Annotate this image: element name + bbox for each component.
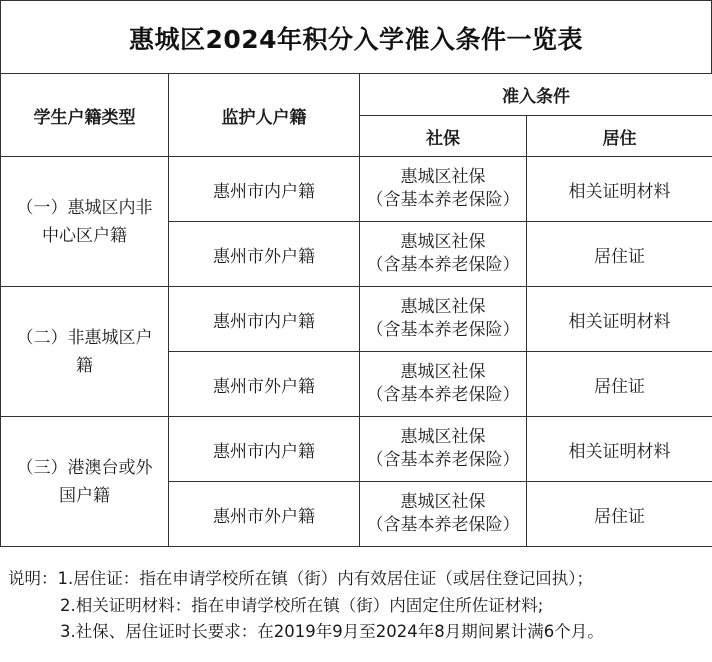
guardian-cell: 惠州市外户籍 [169, 352, 360, 417]
notes [8, 566, 708, 646]
header-conditions: 准入条件 [360, 74, 712, 116]
conditions-table [0, 73, 712, 547]
note-item: 1.居住证：指在申请学校所在镇（街）内有效居住证（或居住登记回执）； [57, 569, 593, 588]
social-cell [360, 482, 527, 547]
social-line1: 惠城区社保 [400, 427, 486, 447]
social-line1: 惠城区社保 [400, 362, 486, 382]
guardian-cell: 惠州市外户籍 [169, 222, 360, 287]
note-line [8, 593, 708, 620]
residence-cell: 居住证 [527, 222, 712, 287]
residence-cell: 居住证 [527, 482, 712, 547]
note-line [8, 566, 708, 593]
header-guardian: 监护人户籍 [169, 74, 360, 157]
student-type-cell: （二）非惠城区户籍 [1, 287, 169, 417]
guardian-cell: 惠州市内户籍 [169, 157, 360, 222]
notes-prefix: 说明： [8, 569, 58, 588]
social-line1: 惠城区社保 [400, 232, 486, 252]
social-line1: 惠城区社保 [400, 167, 486, 187]
social-cell [360, 417, 527, 482]
table-row [1, 417, 712, 482]
social-line2: （含基本养老保险） [366, 255, 520, 275]
social-line1: 惠城区社保 [400, 297, 486, 317]
student-type-cell: （一）惠城区内非中心区户籍 [1, 157, 169, 287]
guardian-cell: 惠州市内户籍 [169, 417, 360, 482]
table-row [1, 157, 712, 222]
social-line2: （含基本养老保险） [366, 515, 520, 535]
social-cell [360, 222, 527, 287]
guardian-cell: 惠州市外户籍 [169, 482, 360, 547]
social-line2: （含基本养老保险） [366, 450, 520, 470]
social-cell [360, 352, 527, 417]
residence-cell: 相关证明材料 [527, 157, 712, 222]
page-title: 惠城区2024年积分入学准入条件一览表 [128, 24, 584, 54]
header-row-1 [1, 74, 712, 116]
header-type: 学生户籍类型 [1, 74, 169, 157]
table-row [1, 287, 712, 352]
social-line2: （含基本养老保险） [366, 385, 520, 405]
header-social: 社保 [360, 116, 527, 157]
social-line1: 惠城区社保 [400, 492, 486, 512]
social-cell [360, 157, 527, 222]
note-item: 2.相关证明材料：指在申请学校所在镇（街）内固定住所佐证材料; [60, 595, 544, 615]
header-residence: 居住 [527, 116, 712, 157]
student-type-cell: （三）港澳台或外国户籍 [1, 417, 169, 547]
title-box [0, 0, 712, 74]
guardian-cell: 惠州市内户籍 [169, 287, 360, 352]
residence-cell: 相关证明材料 [527, 287, 712, 352]
social-line2: （含基本养老保险） [366, 320, 520, 340]
residence-cell: 居住证 [527, 352, 712, 417]
note-item: 3.社保、居住证时长要求：在2019年9月至2024年8月期间累计满6个月。 [60, 622, 604, 641]
social-cell [360, 287, 527, 352]
note-line [8, 619, 708, 646]
residence-cell: 相关证明材料 [527, 417, 712, 482]
social-line2: （含基本养老保险） [366, 190, 520, 210]
